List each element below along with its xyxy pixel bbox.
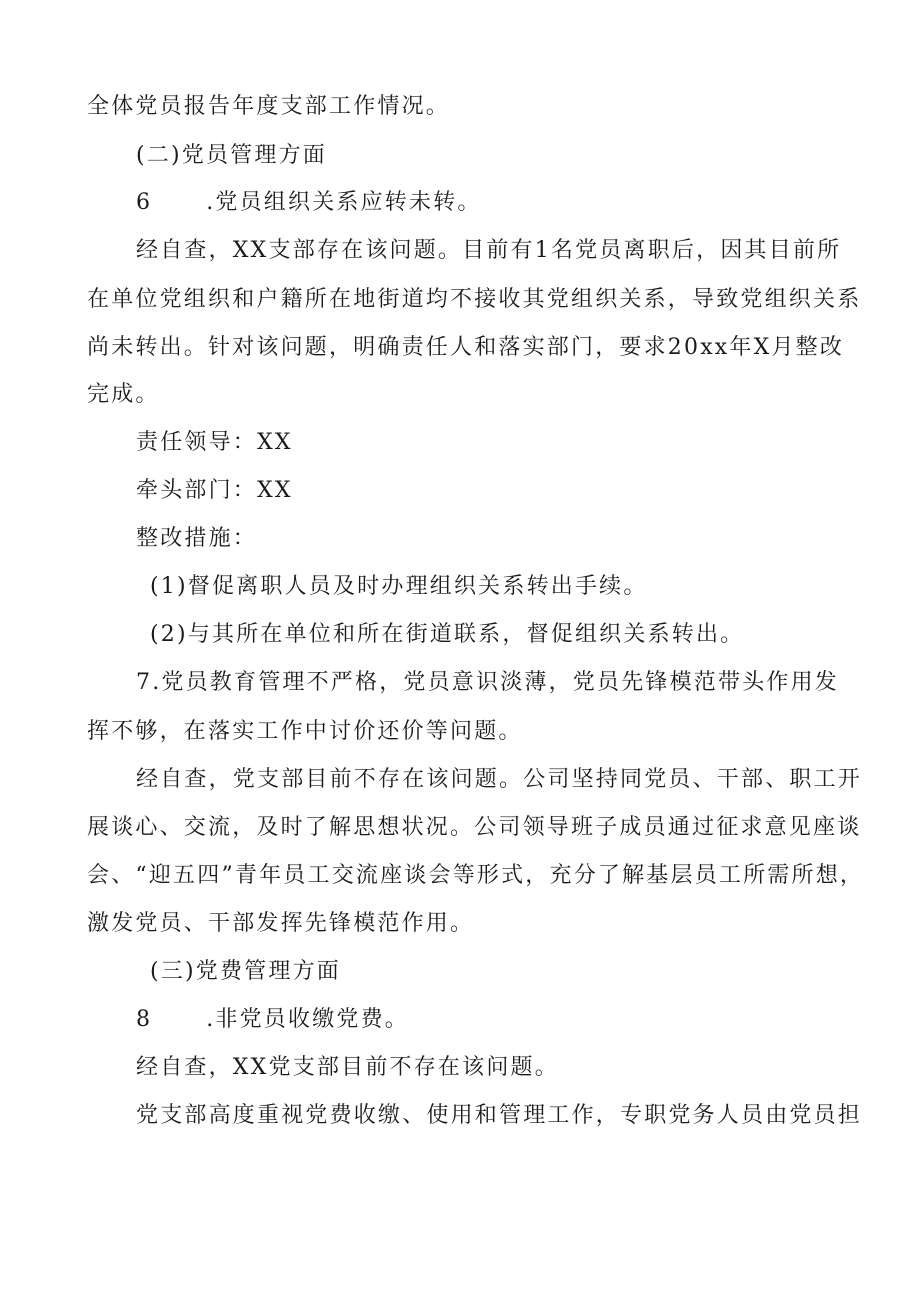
item-8-heading <box>136 1005 409 1035</box>
section-heading-party-member-management: (二)党员管理方面 <box>136 143 327 168</box>
item-number: 8 <box>136 1007 153 1032</box>
paragraph-line: 全体党员报告年度支部工作情况。 <box>87 94 451 119</box>
paragraph-line: 经自查，XX党支部目前不存在该问题。 <box>136 1055 559 1080</box>
item-6-title: .党员组织关系应转未转。 <box>206 190 482 215</box>
paragraph-line: 展谈心、交流，及时了解思想状况。公司领导班子成员通过征求意见座谈 <box>87 815 862 840</box>
paragraph-line: 会、“迎五四”青年员工交流座谈会等形式，充分了解基层员工所需所想， <box>87 863 865 888</box>
paragraph-line: 完成。 <box>87 382 160 407</box>
paragraph-line: 经自查，党支部目前不存在该问题。公司坚持同党员、干部、职工开 <box>136 767 863 792</box>
lead-department: 牵头部门：XX <box>136 478 293 503</box>
responsible-leader: 责任领导：XX <box>136 430 293 455</box>
item-number: 6 <box>136 190 153 215</box>
measure-1: (1)督促离职人员及时办理组织关系转出手续。 <box>150 574 648 599</box>
paragraph-line: 尚未转出。针对该问题，明确责任人和落实部门，要求20xx年X月整改 <box>87 335 845 360</box>
item-6-heading <box>136 188 482 218</box>
measure-2: (2)与其所在单位和所在街道联系，督促组织关系转出。 <box>150 622 745 647</box>
item-7-heading: 7.党员教育管理不严格，党员意识淡薄，党员先锋模范带头作用发 <box>136 670 839 695</box>
paragraph-line: 激发党员、干部发挥先锋模范作用。 <box>87 911 475 936</box>
rectification-measures-label: 整改措施： <box>136 526 258 551</box>
paragraph-line: 经自查，XX支部存在该问题。目前有1名党员离职后，因其目前所 <box>136 238 842 263</box>
paragraph-line: 在单位党组织和户籍所在地街道均不接收其党组织关系，导致党组织关系 <box>87 287 862 312</box>
paragraph-line: 党支部高度重视党费收缴、使用和管理工作，专职党务人员由党员担 <box>136 1103 863 1128</box>
section-heading-party-fee-management: (三)党费管理方面 <box>150 959 341 984</box>
item-8-title: .非党员收缴党费。 <box>206 1007 409 1032</box>
paragraph-line: 挥不够，在落实工作中讨价还价等问题。 <box>87 719 523 744</box>
